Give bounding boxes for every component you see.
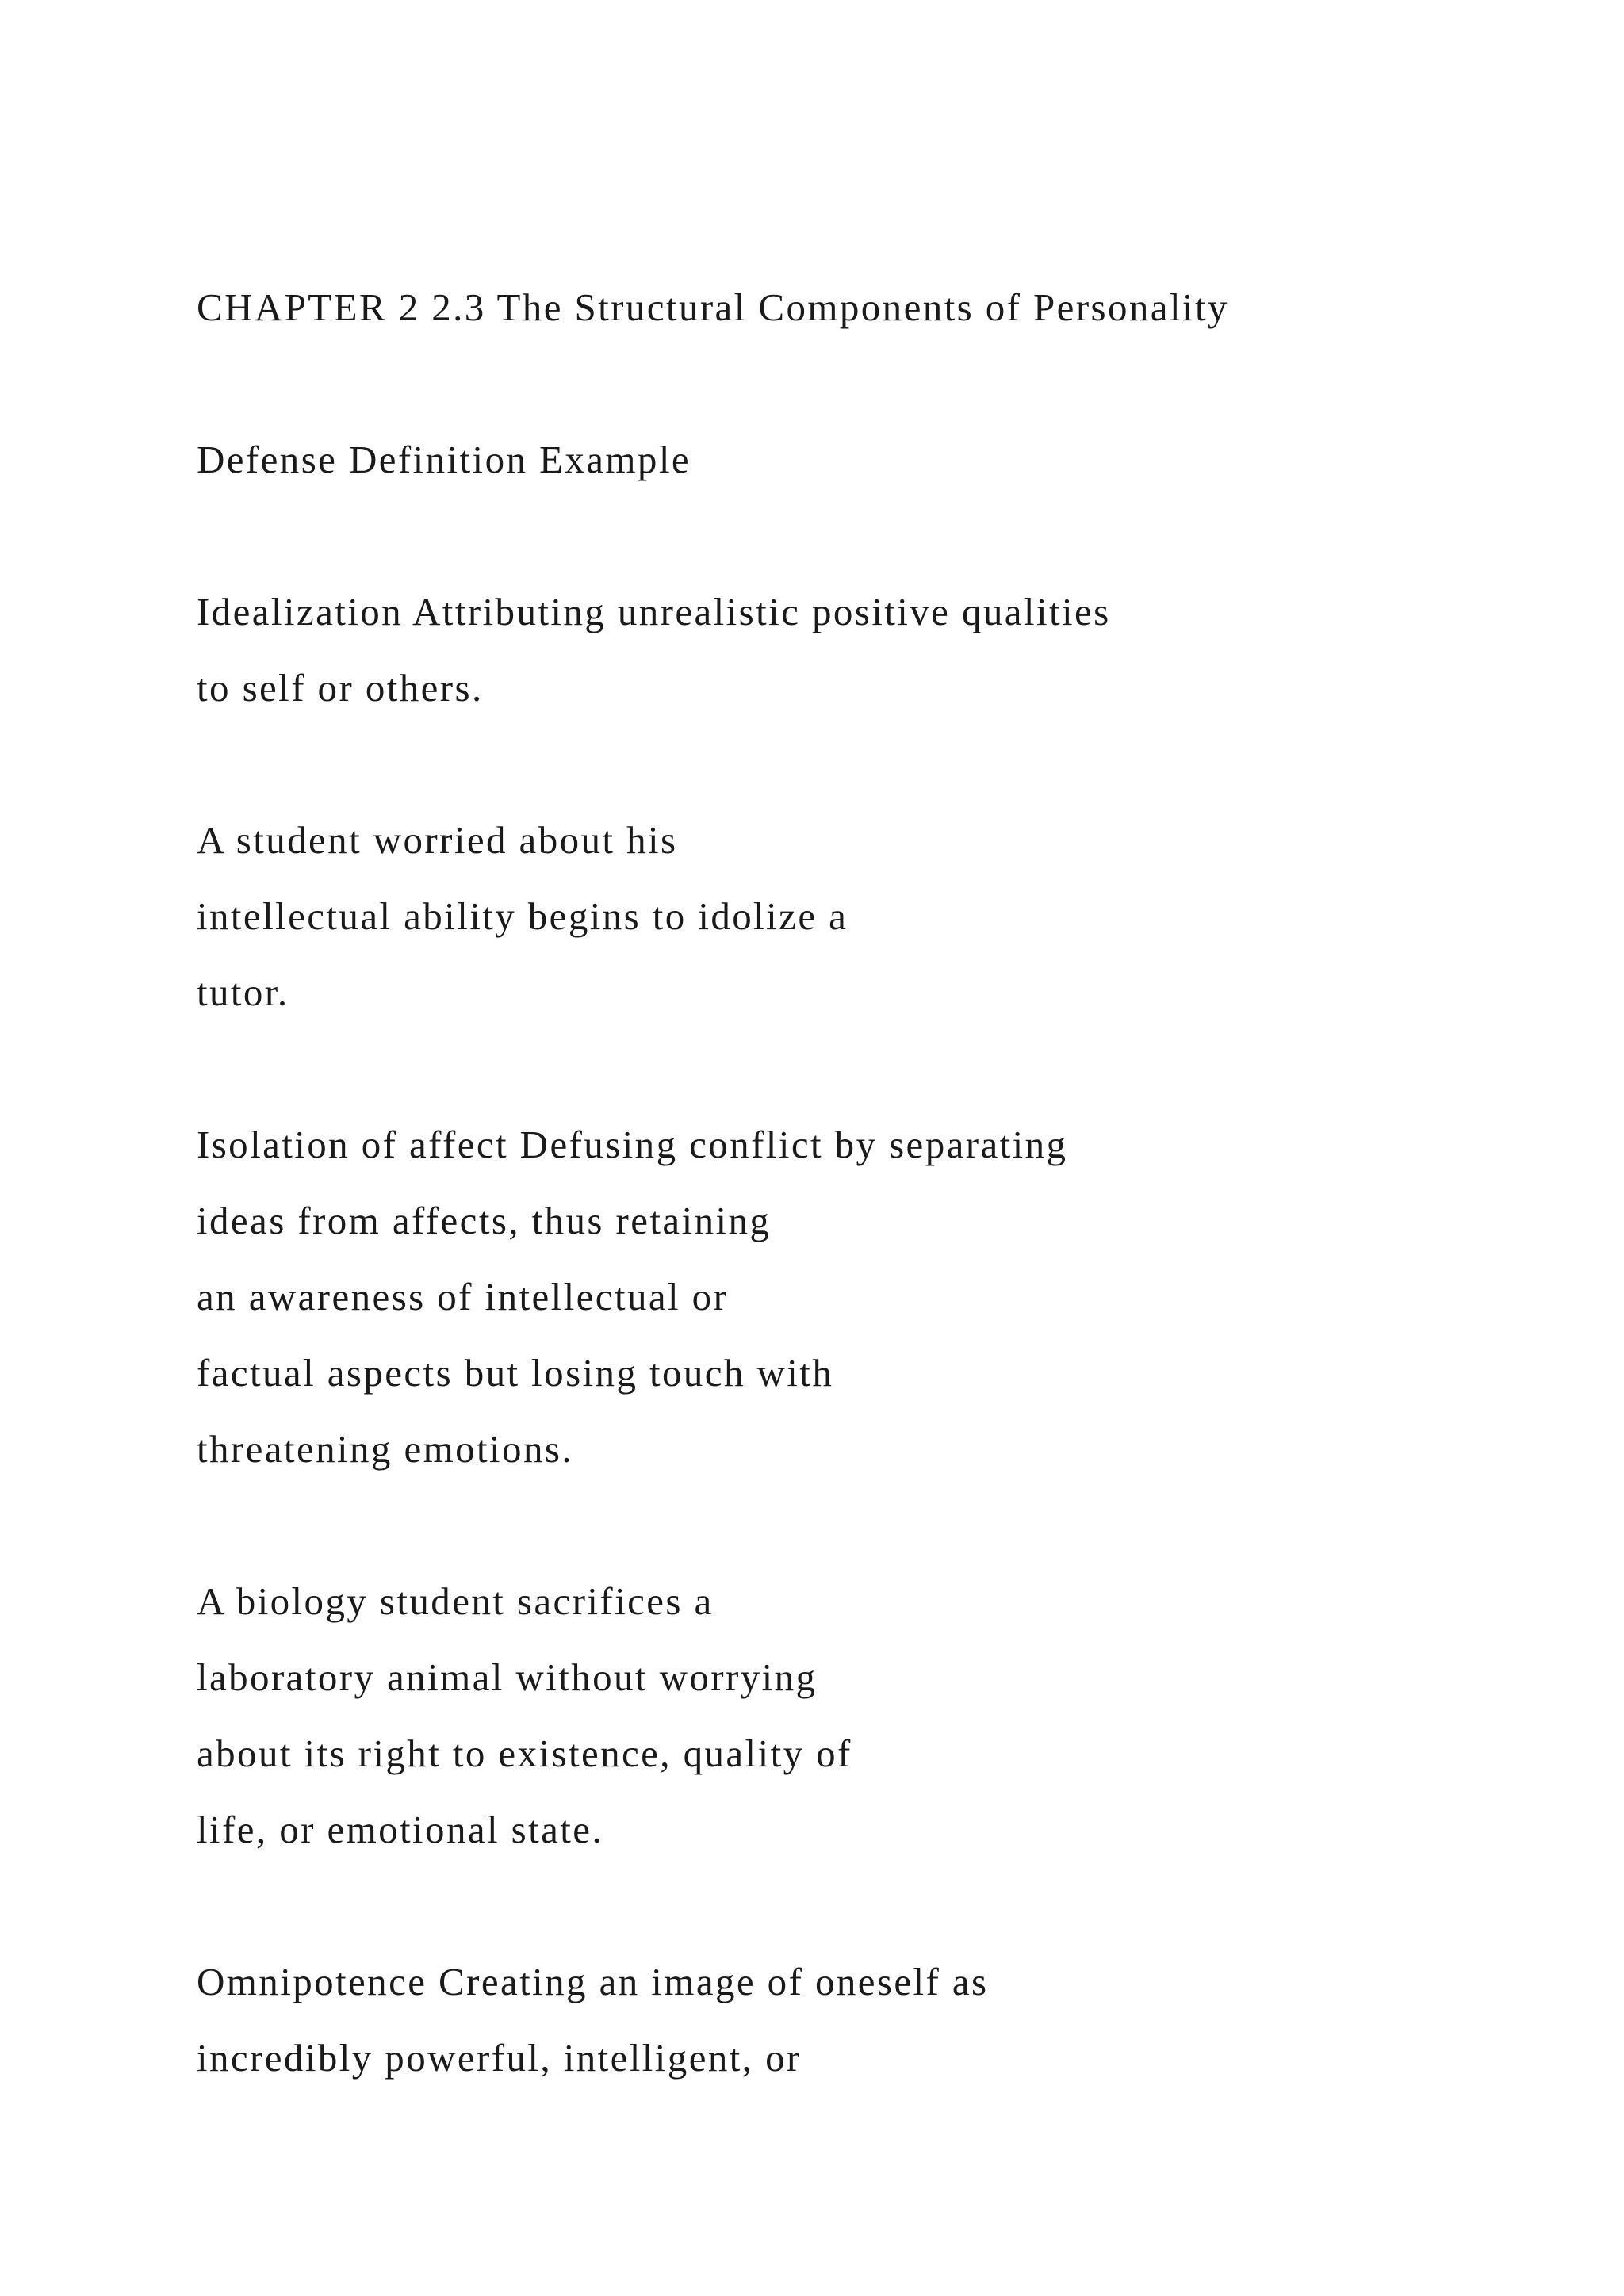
text-line: factual aspects but losing touch with <box>197 1351 834 1395</box>
omnipotence-definition <box>197 1944 1584 2096</box>
text-line: ideas from affects, thus retaining <box>197 1199 772 1242</box>
text-line: about its right to existence, quality of <box>197 1732 852 1775</box>
text-line: Idealization Attributing unrealistic positive qualities <box>197 590 1111 633</box>
isolation-of-affect-example <box>197 1563 1584 1868</box>
text-line: A student worried about his <box>197 818 678 862</box>
idealization-example <box>197 802 1584 1031</box>
text-line: tutor. <box>197 970 289 1014</box>
chapter-heading-text: CHAPTER 2 2.3 The Structural Components of Personality <box>197 285 1229 329</box>
text-line: threatening emotions. <box>197 1427 573 1471</box>
text-line: intellectual ability begins to idolize a <box>197 894 848 938</box>
text-line: incredibly powerful, intelligent, or <box>197 2036 802 2080</box>
text-line: A biology student sacrifices a <box>197 1579 714 1623</box>
isolation-of-affect-definition <box>197 1107 1584 1487</box>
column-header <box>197 422 1584 498</box>
column-header-text: Defense Definition Example <box>197 438 691 481</box>
text-line: laboratory animal without worrying <box>197 1655 818 1699</box>
text-line: Isolation of affect Defusing conflict by separating <box>197 1123 1068 1166</box>
document-body <box>197 270 1584 2172</box>
text-line: to self or others. <box>197 666 484 710</box>
text-line: Omnipotence Creating an image of oneself as <box>197 1960 989 2003</box>
chapter-heading <box>197 270 1584 346</box>
text-line: an awareness of intellectual or <box>197 1275 729 1318</box>
idealization-definition <box>197 574 1584 726</box>
text-line: life, or emotional state. <box>197 1808 604 1851</box>
